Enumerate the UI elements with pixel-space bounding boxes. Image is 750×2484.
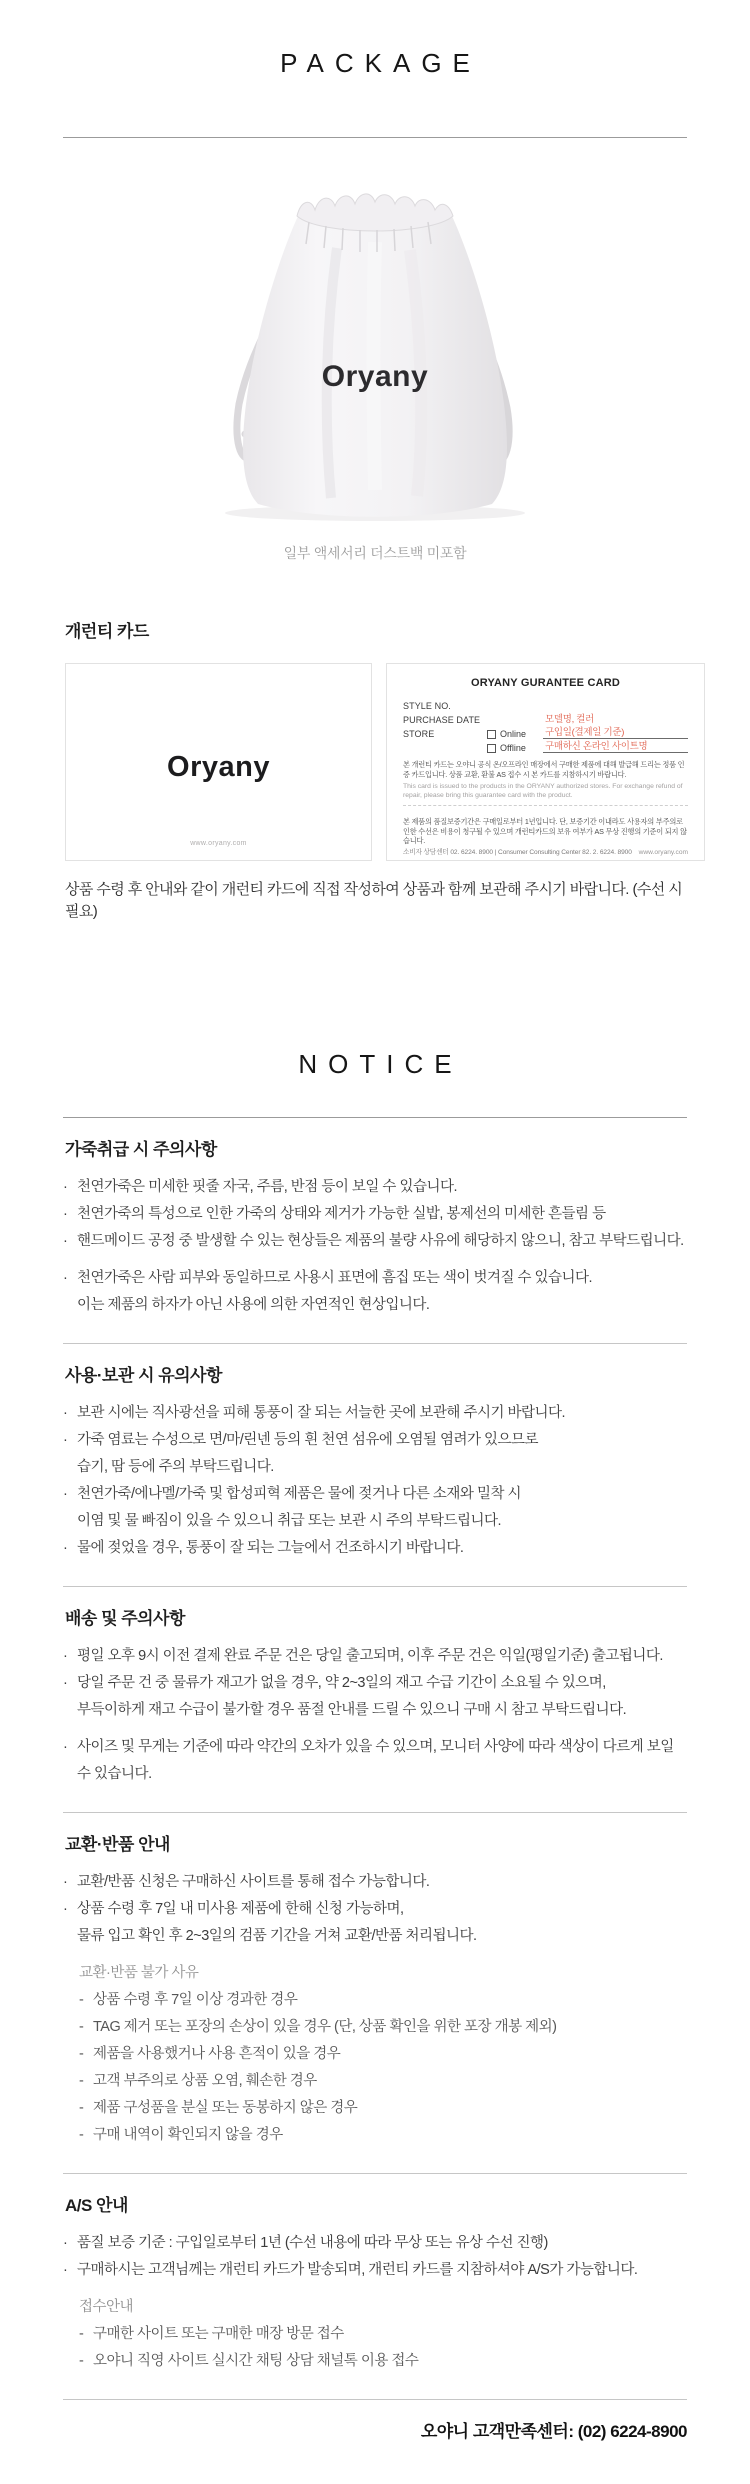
card-bottom-line	[403, 846, 688, 856]
notice-line-text: TAG 제거 또는 포장의 손상이 있을 경우 (단, 상품 확인을 위한 포장 개봉 제외)	[93, 2019, 557, 2035]
card-row-store-offline	[403, 739, 688, 753]
notice-bullet-group	[63, 1869, 687, 1950]
notice-line	[79, 2014, 687, 2041]
bullet-marker: ·	[63, 1874, 68, 1890]
style-no-label: STYLE NO.	[403, 701, 451, 711]
bullet-marker	[63, 1454, 77, 1481]
notice-bullet-group	[63, 1734, 687, 1788]
notice-sections	[63, 1118, 687, 2400]
guarantee-cards	[65, 663, 705, 861]
bullet-marker: ·	[63, 1675, 68, 1691]
notice-bullet-group	[63, 1400, 687, 1562]
card-row-store-online	[403, 725, 688, 739]
bullet-marker: -	[79, 2326, 84, 2342]
notice-line	[79, 2122, 687, 2149]
notice-line	[63, 2257, 687, 2284]
bag-logo-text: Oryany	[321, 360, 429, 393]
bullet-marker: ·	[63, 1270, 68, 1286]
notice-line-text: 교환/반품 신청은 구매하신 사이트를 통해 접수 가능합니다.	[77, 1874, 430, 1890]
card-desc-korean-2: 본 제품의 품질보증기간은 구매일로부터 1년입니다. 단, 보증기간 이내라도 사용자의 부주의로 인한 수선은 비용이 청구될 수 있으며 개런티카드의 보유 여부가 AS 무상 진행의 기준이 되지 않습니다.	[403, 817, 687, 845]
bullet-marker	[63, 1697, 77, 1724]
notice-line-text: 천연가죽/에나멜/가죽 및 합성피혁 제품은 물에 젖거나 다른 소재와 밀착 시	[77, 1486, 522, 1502]
notice-line-text: 오야니 직영 사이트 실시간 채팅 상담 채널톡 이용 접수	[93, 2353, 419, 2369]
notice-section-heading: 교환·반품 안내	[65, 1835, 170, 1854]
notice-line	[63, 1174, 687, 1201]
notice-line	[79, 2321, 687, 2348]
notice-line-text: 사이즈 및 무게는 기준에 따라 약간의 오차가 있을 수 있으며, 모니터 사양에 따라 색상이 다르게 보일 수 있습니다.	[77, 1739, 674, 1782]
notice-line	[63, 1508, 687, 1535]
notice-line	[63, 1643, 687, 1670]
bullet-marker: -	[79, 2046, 84, 2062]
notice-line-text: 상품 수령 후 7일 이상 경과한 경우	[93, 1992, 298, 2008]
notice-line	[63, 1697, 687, 1724]
annotation-site-name: 구매하신 온라인 사이트명	[543, 738, 688, 753]
bullet-marker: ·	[63, 1179, 68, 1195]
notice-line-text: 물에 젖었을 경우, 통풍이 잘 되는 그늘에서 건조하시기 바랍니다.	[77, 1540, 464, 1556]
notice-line	[63, 1896, 687, 1923]
notice-bullet-group	[63, 2230, 687, 2284]
notice-line-text: 평일 오후 9시 이전 결제 완료 주문 건은 당일 출고되며, 이후 주문 건은 익일(평일기준) 출고됩니다.	[77, 1648, 663, 1664]
bullet-marker: ·	[63, 1206, 68, 1222]
bullet-marker: -	[79, 2100, 84, 2116]
guarantee-heading: 개런티 카드	[65, 622, 149, 641]
notice-line-text: 가죽 염료는 수성으로 면/마/린넨 등의 흰 천연 섬유에 오염될 염려가 있으므로	[77, 1432, 539, 1448]
notice-line	[79, 1987, 687, 2014]
page-footer	[63, 2400, 687, 2484]
notice-line	[63, 1481, 687, 1508]
online-label: Online	[500, 729, 527, 739]
guarantee-card-front	[65, 663, 372, 861]
bullet-marker: ·	[63, 1405, 68, 1421]
notice-section-heading: 가죽취급 시 주의사항	[65, 1140, 217, 1159]
dustbag-image	[0, 190, 750, 529]
card-divider	[403, 805, 688, 806]
offline-checkbox	[487, 744, 496, 753]
card-desc-english: This card is issued to the products in the ORYANY authorized stores. For exchange refund of repair, please bring this guarantee card with the product.	[403, 783, 683, 799]
notice-subsection	[79, 2294, 687, 2375]
notice-line	[63, 1869, 687, 1896]
online-checkbox	[487, 730, 496, 739]
card-front-website: www.oryany.com	[190, 840, 247, 847]
notice-line	[63, 1734, 687, 1788]
bullet-marker	[63, 1508, 77, 1535]
notice-line-text: 물류 입고 확인 후 2~3일의 검품 기간을 거쳐 교환/반품 처리됩니다.	[77, 1928, 477, 1944]
notice-title: NOTICE	[298, 1049, 463, 1079]
card-row-purchase-date	[403, 711, 688, 725]
notice-line	[79, 2041, 687, 2068]
notice-section	[63, 1587, 687, 1813]
notice-line	[63, 1228, 687, 1255]
notice-line	[79, 2095, 687, 2122]
notice-bullet-group	[63, 1643, 687, 1724]
notice-line	[79, 2348, 687, 2375]
notice-line-text: 핸드메이드 공정 중 발생할 수 있는 현상들은 제품의 불량 사유에 해당하지 않으니, 참고 부탁드립니다.	[77, 1233, 684, 1249]
dustbag-illustration	[195, 190, 555, 524]
notice-line	[79, 2068, 687, 2095]
notice-line-text: 당일 주문 건 중 물류가 재고가 없을 경우, 약 2~3일의 재고 수급 기간이 소요될 수 있으며,	[77, 1675, 606, 1691]
bullet-marker: ·	[63, 1486, 68, 1502]
card-front-logo: Oryany	[167, 750, 270, 783]
notice-line	[63, 1201, 687, 1228]
bullet-marker: -	[79, 2353, 84, 2369]
notice-section	[63, 1118, 687, 1344]
bullet-marker	[63, 1923, 77, 1950]
notice-line	[63, 2230, 687, 2257]
notice-section-heading: 사용·보관 시 유의사항	[65, 1366, 222, 1385]
bullet-marker: ·	[63, 2262, 68, 2278]
card-website: www.oryany.com	[638, 848, 688, 856]
notice-line-text: 천연가죽의 특성으로 인한 가죽의 상태와 제거가 가능한 실밥, 봉제선의 미세한 흔들림 등	[77, 1206, 606, 1222]
purchase-date-label: PURCHASE DATE	[403, 715, 481, 725]
notice-line	[63, 1427, 687, 1454]
notice-line	[63, 1923, 687, 1950]
guarantee-note: 상품 수령 후 안내와 같이 개런티 카드에 직접 작성하여 상품과 함께 보관해 주시기 바랍니다. (수선 시 필요)	[65, 881, 683, 920]
annotation-model-color: 모델명, 컬러	[545, 714, 595, 725]
store-label: STORE	[403, 729, 435, 739]
notice-section	[63, 1813, 687, 2174]
bullet-marker: ·	[63, 1739, 68, 1755]
offline-label: Offline	[500, 743, 526, 753]
bullet-marker: -	[79, 1992, 84, 2008]
notice-bullet-group	[63, 1174, 687, 1255]
notice-bullet-group	[63, 1265, 687, 1319]
bullet-marker: ·	[63, 1540, 68, 1556]
notice-line-text: 구매하시는 고객님께는 개런티 카드가 발송되며, 개런티 카드를 지참하셔야 A/S가 가능합니다.	[77, 2262, 638, 2278]
notice-line-text: 구매한 사이트 또는 구매한 매장 방문 접수	[93, 2326, 344, 2342]
notice-line-text: 이염 및 물 빠짐이 있을 수 있으니 취급 또는 보관 시 주의 부탁드립니다.	[77, 1513, 502, 1529]
notice-section-heading: 배송 및 주의사항	[65, 1609, 185, 1628]
card-contact: 소비자 상담센터 02. 6224. 8900 | Consumer Consulting Center 82. 2. 6224. 8900	[403, 848, 632, 856]
notice-line-text: 부득이하게 재고 수급이 불가할 경우 품절 안내를 드릴 수 있으니 구매 시 참고 부탁드립니다.	[77, 1702, 627, 1718]
notice-line-text: 천연가죽은 사람 피부와 동일하므로 사용시 표면에 흠집 또는 색이 벗겨질 수 있습니다.	[77, 1270, 593, 1286]
bullet-marker: -	[79, 2073, 84, 2089]
card-back-title: ORYANY GURANTEE CARD	[470, 677, 621, 689]
notice-line-text: 습기, 땀 등에 주의 부탁드립니다.	[77, 1459, 274, 1475]
notice-line-text: 품질 보증 기준 : 구입일로부터 1년 (수선 내용에 따라 무상 또는 유상 수선 진행)	[77, 2235, 548, 2251]
bullet-marker: ·	[63, 2235, 68, 2251]
divider	[63, 137, 687, 138]
notice-line-text: 보관 시에는 직사광선을 피해 통풍이 잘 되는 서늘한 곳에 보관해 주시기 바랍니다.	[77, 1405, 566, 1421]
notice-line	[63, 1265, 687, 1292]
notice-line	[63, 1400, 687, 1427]
notice-section	[63, 2174, 687, 2400]
notice-line-text: 제품을 사용했거나 사용 흔적이 있을 경우	[93, 2046, 341, 2062]
package-title: PACKAGE	[280, 48, 481, 78]
bullet-marker: -	[79, 2127, 84, 2143]
notice-line	[63, 1454, 687, 1481]
card-row-style-no	[403, 697, 688, 711]
card-desc-korean-1: 본 개런티 카드는 오야니 공식 온/오프라인 매장에서 구매한 제품에 대해 발급해 드리는 정품 인증 카드입니다. 상품 교환, 환불 AS 접수 시 본 카드를 지참하시기 바랍니다.	[403, 760, 685, 779]
customer-center-text: 오야니 고객만족센터: (02) 6224-8900	[420, 2422, 687, 2441]
notice-subsection	[79, 1960, 687, 2149]
annotation-purchase-date: 구입일(결제일 기준)	[543, 724, 688, 739]
notice-section	[63, 1344, 687, 1587]
bullet-marker	[63, 1292, 77, 1319]
notice-line-text: 이는 제품의 하자가 아닌 사용에 의한 자연적인 현상입니다.	[77, 1297, 430, 1313]
notice-line-text: 고객 부주의로 상품 오염, 훼손한 경우	[93, 2073, 317, 2089]
bullet-marker: -	[79, 2019, 84, 2035]
bullet-marker: ·	[63, 1901, 68, 1917]
notice-line-text: 구매 내역이 확인되지 않을 경우	[93, 2127, 283, 2143]
card-back-fields	[403, 697, 688, 753]
notice-line	[63, 1535, 687, 1562]
notice-subsection-title: 접수안내	[79, 2299, 134, 2315]
notice-line	[63, 1292, 687, 1319]
notice-line-text: 상품 수령 후 7일 내 미사용 제품에 한해 신청 가능하며,	[77, 1901, 404, 1917]
notice-line-text: 천연가죽은 미세한 핏줄 자국, 주름, 반점 등이 보일 수 있습니다.	[77, 1179, 458, 1195]
guarantee-card-back	[386, 663, 705, 861]
notice-subsection-title: 교환·반품 불가 사유	[79, 1965, 199, 1981]
notice-section-heading: A/S 안내	[65, 2196, 128, 2215]
notice-line-text: 제품 구성품을 분실 또는 동봉하지 않은 경우	[93, 2100, 358, 2116]
bullet-marker: ·	[63, 1648, 68, 1664]
bullet-marker: ·	[63, 1233, 68, 1249]
bullet-marker: ·	[63, 1432, 68, 1448]
notice-line	[63, 1670, 687, 1697]
dustbag-caption: 일부 액세서리 더스트백 미포함	[283, 545, 467, 561]
